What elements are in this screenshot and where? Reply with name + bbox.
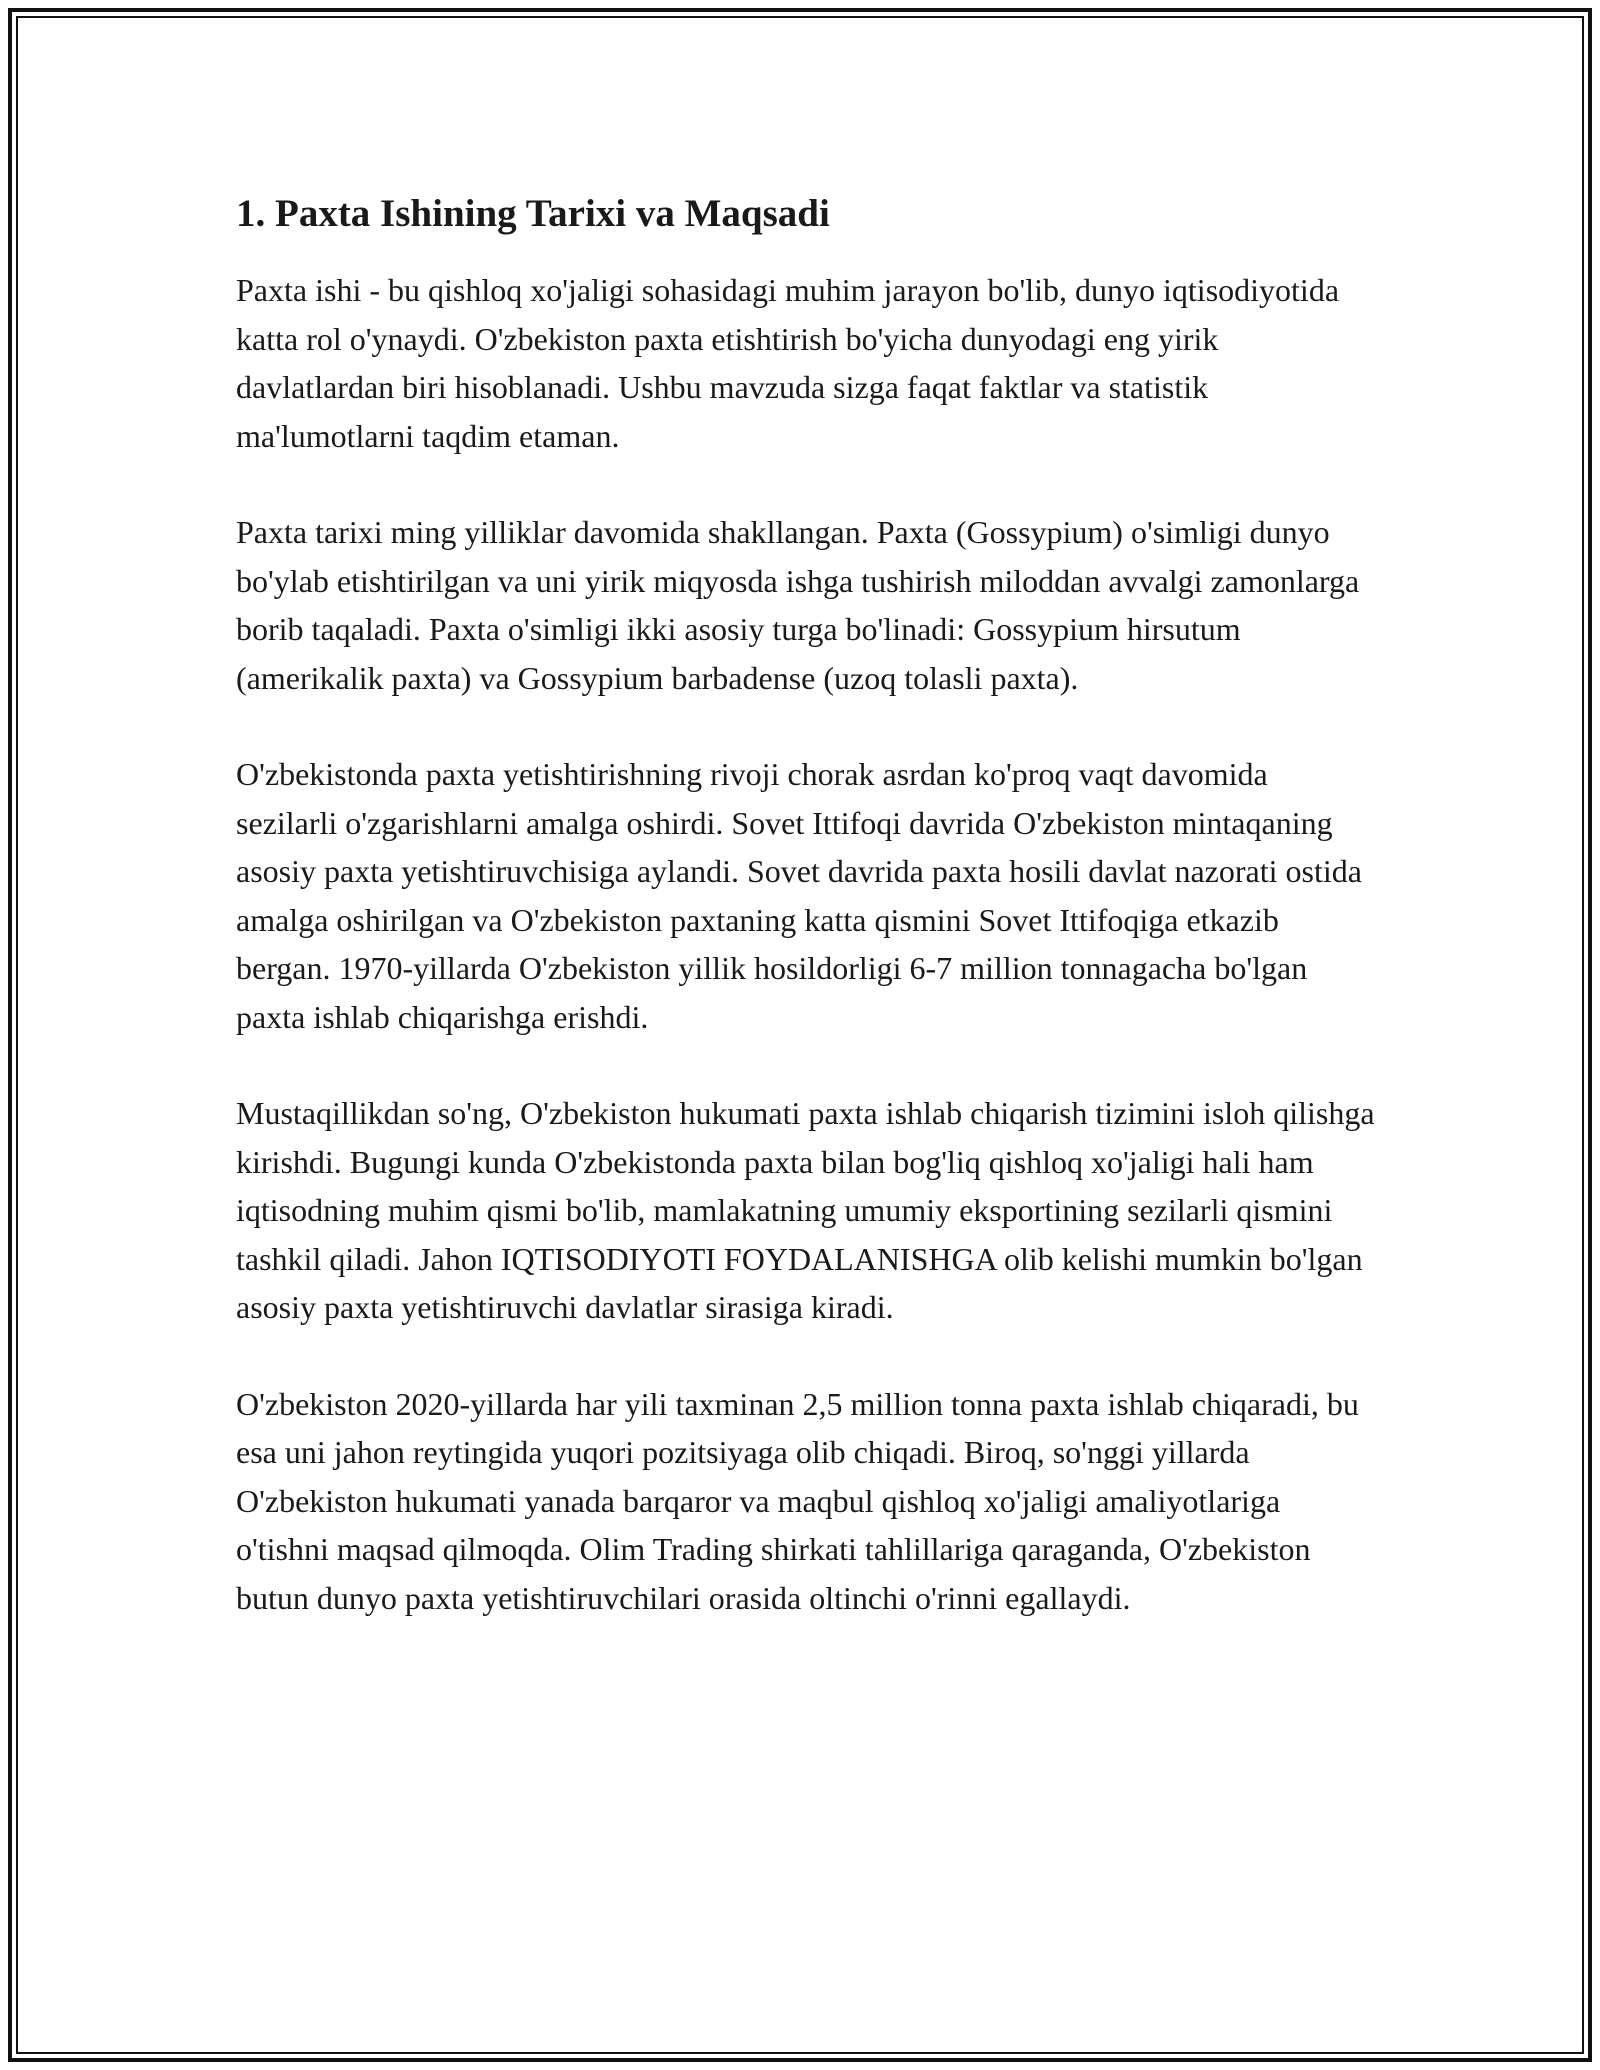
section-title: 1. Paxta Ishining Tarixi va Maqsadi	[236, 192, 830, 235]
paragraph-intro: Paxta ishi - bu qishloq xo'jaligi sohasidagi muhim jarayon bo'lib, dunyo iqtisodiyotida katta rol o'ynaydi. O'zbekiston paxta etishtirish bo'yicha dunyodagi eng yirik davlatlardan biri hisoblanadi. Ushbu mavzuda sizga faqat faktlar va statistik ma'lumotlarni taqdim etaman.	[236, 272, 1340, 454]
paragraph-independence: Mustaqillikdan so'ng, O'zbekiston hukumati paxta ishlab chiqarish tizimini isloh qilishga kirishdi. Bugungi kunda O'zbekistonda paxta bilan bog'liq qishloq xo'jaligi hali ham iqtisodning muhim qismi bo'lib, mamlakatning umumiy eksportining sezilarli qismini tashkil qiladi. Jahon IQTISODIYOTI FOYDALANISHGA olib kelishi mumkin bo'lgan asosiy paxta yetishtiruvchi davlatlar sirasiga kiradi.	[236, 1095, 1375, 1325]
paragraph-current-production: O'zbekiston 2020-yillarda har yili taxminan 2,5 million tonna paxta ishlab chiqaradi, bu esa uni jahon reytingida yuqori pozitsiyaga olib chiqadi. Biroq, so'nggi yillarda O'zbekiston hukumati yanada barqaror va maqbul qishloq xo'jaligi amaliyotlariga o'tishni maqsad qilmoqda. Olim Trading shirkati tahlillariga qaraganda, O'zbekiston butun dunyo paxta yetishtiruvchilari orasida oltinchi o'rinni egallaydi.	[236, 1385, 1359, 1616]
paragraph-soviet-era: O'zbekistonda paxta yetishtirishning rivoji chorak asrdan ko'proq vaqt davomida sezilarli o'zgarishlarni amalga oshirdi. Sovet Ittifoqi davrida O'zbekiston mintaqaning asosiy paxta yetishtiruvchisiga aylandi. Sovet davrida paxta hosili davlat nazorati ostida amalga oshirilgan va O'zbekiston paxtaning katta qismini Sovet Ittifoqiga etkazib bergan. 1970-yillarda O'zbekiston yillik hosildorligi 6-7 million tonnagacha bo'lgan paxta ishlab chiqarishga erishdi.	[236, 756, 1362, 1035]
paragraph-history: Paxta tarixi ming yilliklar davomida shakllangan. Paxta (Gossypium) o'simligi dunyo bo'ylab etishtirilgan va uni yirik miqyosda ishga tushirish miloddan avvalgi zamonlarga borib taqaladi. Paxta o'simligi ikki asosiy turga bo'linadi: Gossypium hirsutum (amerikalik paxta) va Gossypium barbadense (uzoq tolasli paxta).	[236, 514, 1360, 696]
document-body	[236, 186, 1376, 1670]
